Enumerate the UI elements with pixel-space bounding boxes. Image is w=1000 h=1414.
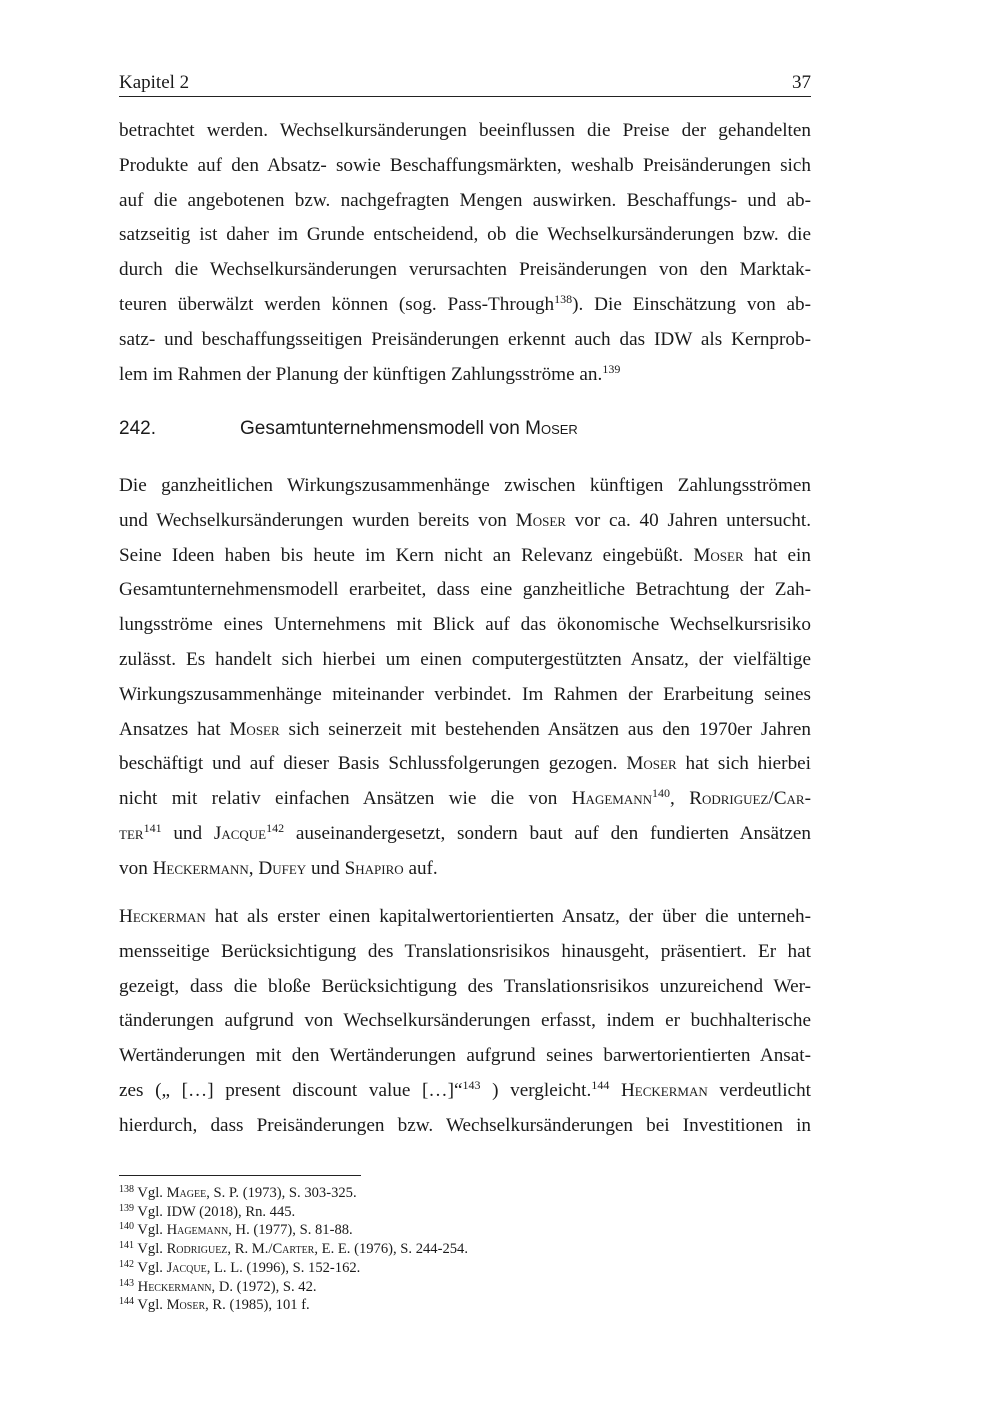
- text-line: Gesamtunternehmensmodell erarbeitet, dass eine ganzheitliche Betrachtung der Zah-: [119, 579, 811, 601]
- text-line: satz- und beschaffungsseitigen Preisänderungen erkennt auch das IDW als Kernprob-: [119, 328, 811, 350]
- author-name: Moser: [515, 509, 566, 531]
- text-run: ,: [670, 788, 690, 810]
- footnote-text: Vgl.: [137, 1259, 167, 1276]
- footnote-text: Vgl.: [137, 1185, 167, 1201]
- footnote-text: Vgl. IDW (2018), Rn. 445.: [137, 1203, 296, 1220]
- text-line: satzseitig ist daher im Grunde entscheidend, ob die Wechselkursänderungen bzw. die: [119, 224, 811, 246]
- footnote: [119, 1203, 468, 1222]
- text-run: hat sich hierbei: [676, 753, 812, 775]
- paragraph-3: [119, 900, 811, 1144]
- footnote-ref: 141: [143, 820, 162, 835]
- footnote-ref: 140: [652, 786, 671, 801]
- footnote-ref: 139: [602, 361, 621, 376]
- author-name: Hagemann: [571, 788, 653, 810]
- text-run: sich seinerzeit mit bestehenden Ansätzen aus den 1970er Jahren: [279, 718, 811, 740]
- author-name: Jacque: [213, 822, 267, 844]
- text-line: [119, 817, 811, 852]
- text-run: teuren überwälzt werden können (sog. Pass-Through: [119, 293, 555, 315]
- text-line: [119, 747, 811, 782]
- text-run: hat ein: [743, 544, 811, 566]
- footnote: [119, 1259, 468, 1278]
- footnote-text: , D. (1972), S. 42.: [211, 1278, 317, 1295]
- footnote: [119, 1296, 468, 1315]
- section-title: [240, 418, 578, 440]
- text-run: verdeutlicht: [707, 1079, 812, 1101]
- section-number: 242.: [119, 418, 156, 439]
- text-line: Die ganzheitlichen Wirkungszusammenhänge zwischen künftigen Zahlungsströmen: [119, 475, 811, 496]
- footnote-text: , H. (1977), S. 81-88.: [228, 1222, 353, 1239]
- author-name: Rodriguez/Car-: [689, 788, 811, 810]
- footnote: [119, 1221, 468, 1240]
- footnote-text: , R. M./: [227, 1241, 273, 1258]
- text-run: zes („ […] present discount value […]“: [119, 1079, 463, 1101]
- footnote-ref: 143: [462, 1077, 481, 1092]
- text-run: und: [161, 822, 214, 844]
- text-run: ,: [248, 857, 259, 879]
- author-name: Moser: [229, 718, 280, 740]
- text-line: hierdurch, dass Preisänderungen bzw. Wechselkursänderungen bei Investitionen in: [119, 1114, 811, 1136]
- text-line: zulässt. Es handelt sich hierbei um einen computergestützten Ansatz, der vielfältige: [119, 648, 811, 670]
- text-run: auf.: [403, 857, 438, 879]
- text-line: [119, 288, 811, 323]
- text-line: [119, 852, 811, 887]
- footnote-ref: 142: [266, 820, 285, 835]
- text-line: Wertänderungen mit den Wertänderungen aufgrund seines barwertorientierten Ansat-: [119, 1045, 811, 1067]
- section-title-text: Gesamtunternehmensmodell von: [240, 418, 526, 439]
- chapter-label: Kapitel 2: [119, 72, 190, 93]
- footnote-ref: 138: [554, 291, 573, 306]
- author-name: Heckermann: [137, 1278, 212, 1295]
- text-run: [609, 1080, 621, 1101]
- text-line: [119, 713, 811, 748]
- paragraph-2: [119, 469, 811, 887]
- footnotes: [119, 1184, 468, 1315]
- footnote-text: , R. (1985), 101 f.: [205, 1297, 310, 1314]
- footnote-text: , S. P. (1973), S. 303-325.: [206, 1185, 357, 1201]
- footnote-number: 140: [119, 1221, 134, 1233]
- text-line: lungsströme eines Unternehmens mit Blick auf das ökonomische Wechselkursrisiko: [119, 614, 811, 636]
- author-name: Carter: [272, 1241, 315, 1258]
- text-run: ). Die Einschätzung von ab-: [572, 293, 812, 315]
- text-run: Ansatzes hat: [119, 718, 230, 740]
- text-run: und: [306, 857, 345, 879]
- text-line: [119, 782, 811, 817]
- author-name: Shapiro: [344, 857, 404, 879]
- footnote-number: 142: [119, 1258, 134, 1270]
- text-run: vor ca. 40 Jahren untersucht.: [565, 509, 811, 531]
- text-line: [119, 1074, 811, 1109]
- author-name: Dufey: [258, 857, 307, 879]
- footnote: [119, 1278, 468, 1297]
- text-run: und Wechselkursänderungen wurden bereits von: [119, 509, 516, 531]
- text-run: Seine Ideen haben bis heute im Kern nicht an Relevanz eingebüßt.: [119, 544, 694, 566]
- text-line: [119, 358, 811, 393]
- text-line: [119, 900, 811, 935]
- footnote-number: 141: [119, 1240, 134, 1252]
- text-run: lem im Rahmen der Planung der künftigen Zahlungsströme an.: [119, 363, 603, 385]
- footnote-text: , E. E. (1976), S. 244-254.: [314, 1241, 468, 1258]
- footnote-number: 138: [119, 1184, 134, 1195]
- author-name: Moser: [525, 418, 578, 439]
- author-name: Moser: [693, 544, 744, 566]
- text-line: gezeigt, dass die bloße Berücksichtigung des Translationsrisikos unzureichend Wer-: [119, 975, 811, 997]
- text-run: beschäftigt und auf dieser Basis Schlussfolgerungen gezogen.: [119, 753, 627, 775]
- footnote-text: Vgl.: [137, 1241, 167, 1258]
- text-line: Wirkungszusammenhänge miteinander verbindet. Im Rahmen der Erarbeitung seines: [119, 683, 811, 705]
- footnote: [119, 1184, 468, 1203]
- text-run: nicht mit relativ einfachen Ansätzen wie die von: [119, 788, 572, 810]
- author-name: Magee: [166, 1185, 207, 1201]
- author-name: Heckerman: [620, 1079, 708, 1101]
- footnote-text: , L. L. (1996), S. 152-162.: [206, 1259, 361, 1276]
- text-run: von: [119, 857, 153, 879]
- text-line: auf die angebotenen bzw. nachgefragten Mengen auswirken. Beschaffungs- und ab-: [119, 189, 811, 211]
- text-run: auseinandergesetzt, sondern baut auf den fundierten Ansätzen: [284, 822, 811, 844]
- text-run: hat als erster einen kapitalwertorientierten Ansatz, der über die unterneh-: [205, 906, 811, 927]
- footnote: [119, 1240, 468, 1259]
- page-number: 37: [792, 72, 811, 93]
- footnote-text: Vgl.: [137, 1222, 167, 1239]
- text-line: Produkte auf den Absatz- sowie Beschaffungsmärkten, weshalb Preisänderungen sich: [119, 154, 811, 176]
- author-name: ter: [119, 822, 144, 844]
- author-name: Heckerman: [119, 906, 206, 927]
- text-line: betrachtet werden. Wechselkursänderungen beeinflussen die Preise der gehandelten: [119, 120, 811, 141]
- author-name: Jacque: [166, 1259, 207, 1276]
- text-line: mensseitige Berücksichtigung des Translationsrisikos hinausgeht, präsentiert. Er hat: [119, 940, 811, 962]
- footnote-number: 143: [119, 1277, 134, 1289]
- author-name: Moser: [626, 753, 677, 775]
- text-line: durch die Wechselkursänderungen verursachten Preisänderungen von den Marktak-: [119, 259, 811, 281]
- footnote-text: Vgl.: [137, 1297, 167, 1314]
- author-name: Moser: [166, 1297, 206, 1314]
- running-header: [119, 72, 811, 97]
- footnote-number: 139: [119, 1202, 134, 1214]
- author-name: Heckermann: [152, 857, 249, 879]
- text-line: tänderungen aufgrund von Wechselkursänderungen erfasst, indem er buchhalterische: [119, 1010, 811, 1032]
- text-run: ) vergleicht.: [480, 1079, 592, 1101]
- footnote-number: 144: [119, 1296, 134, 1308]
- author-name: Rodriguez: [166, 1241, 228, 1258]
- author-name: Hagemann: [166, 1222, 229, 1239]
- paragraph-1: [119, 114, 811, 392]
- footnote-ref: 144: [591, 1077, 610, 1092]
- text-line: [119, 504, 811, 539]
- text-line: [119, 539, 811, 574]
- footnote-separator: [119, 1175, 361, 1176]
